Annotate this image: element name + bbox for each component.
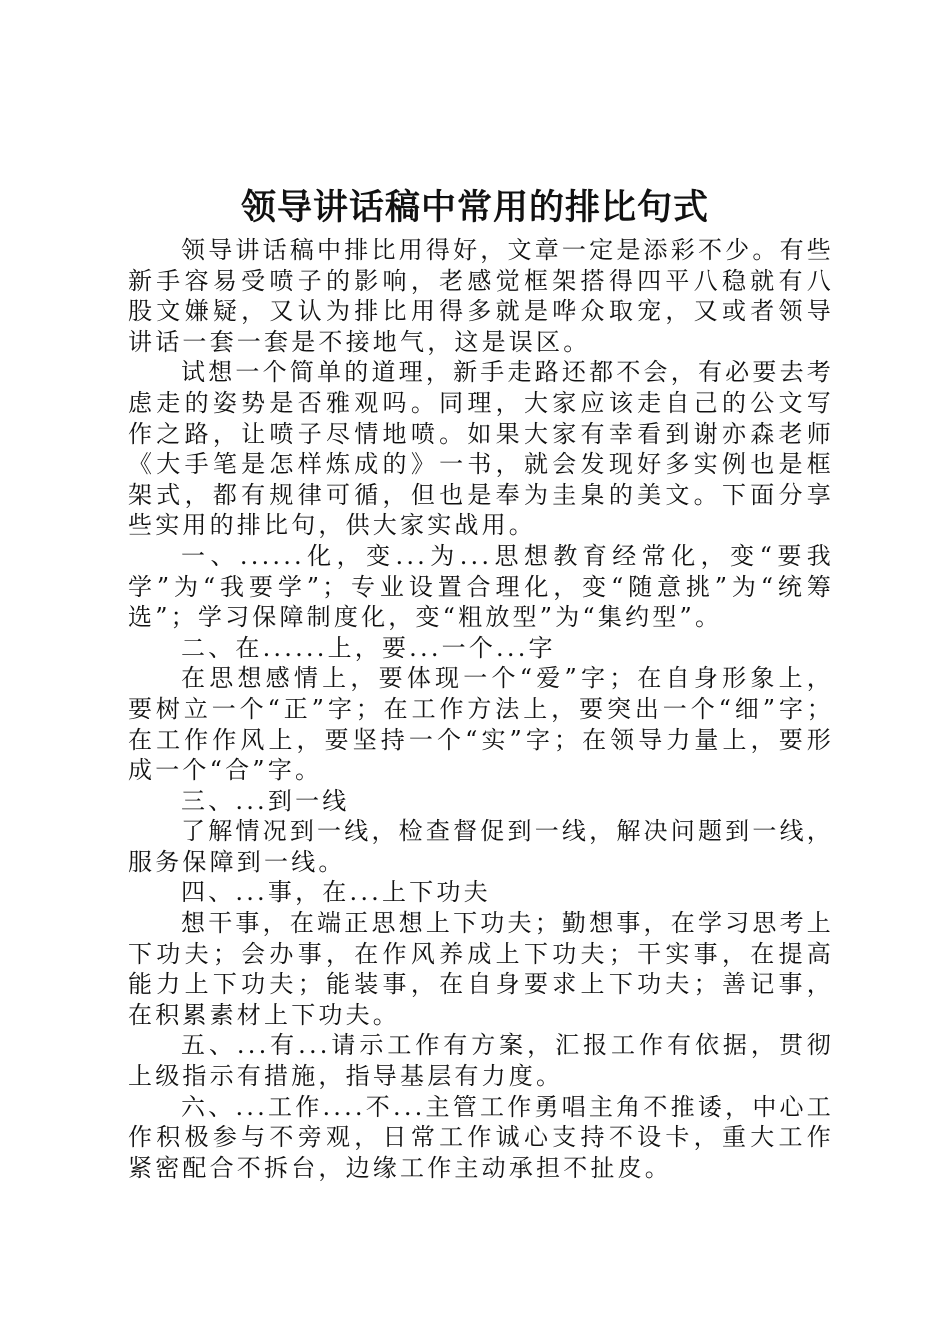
paragraph-reasoning: 试想一个简单的道理，新手走路还都不会，有必要去考虑走的姿势是否雅观吗。同理，大家应该走自己的公文写作之路，让喷子尽情地喷。如果大家有幸看到谢亦森老师《大手笔是怎样炼成的》一书，就会发现好多实例也是框架式，都有规律可循，但也是奉为圭臬的美文。下面分享些实用的排比句，供大家实战用。 bbox=[128, 358, 834, 540]
heading-pattern-4: 四、...事，在...上下功夫 bbox=[181, 878, 491, 907]
document-body bbox=[128, 235, 834, 1183]
paragraph-pattern-4: 想干事，在端正思想上下功夫；勤想事，在学习思考上下功夫；会办事，在作风养成上下功夫；干实事，在提高能力上下功夫；能装事，在自身要求上下功夫；善记事，在积累素材上下功夫。 bbox=[128, 909, 834, 1029]
heading-pattern-3: 三、...到一线 bbox=[181, 786, 350, 815]
paragraph-intro: 领导讲话稿中排比用得好，文章一定是添彩不少。有些新手容易受喷子的影响，老感觉框架搭得四平八稳就有八股文嫌疑，又认为排比用得多就是哗众取宠，又或者领导讲话一套一套是不接地气，这是误区。 bbox=[128, 236, 834, 356]
paragraph-pattern-5: 五、...有...请示工作有方案，汇报工作有依据，贯彻上级指示有措施，指导基层有力度。 bbox=[128, 1031, 834, 1091]
heading-pattern-2: 二、在......上，要...一个...字 bbox=[181, 633, 556, 662]
paragraph-pattern-3: 了解情况到一线，检查督促到一线，解决问题到一线，服务保障到一线。 bbox=[128, 817, 834, 876]
document-title: 领导讲话稿中常用的排比句式 bbox=[240, 188, 709, 228]
paragraph-pattern-2: 在思想感情上，要体现一个“爱”字；在自身形象上，要树立一个“正”字；在工作方法上，要突出一个“细”字；在工作作风上，要坚持一个“实”字；在领导力量上，要形成一个“合”字。 bbox=[128, 664, 834, 785]
paragraph-pattern-6: 六、...工作....不...主管工作勇唱主角不推诿，中心工作积极参与不旁观，日常工作诚心支持不设卡，重大工作紧密配合不拆台，边缘工作主动承担不扯皮。 bbox=[128, 1092, 834, 1182]
paragraph-pattern-1: 一、......化，变...为...思想教育经常化，变“要我学”为“我要学”；专业设置合理化，变“随意挑”为“统筹选”；学习保障制度化，变“粗放型”为“集约型”。 bbox=[128, 541, 834, 632]
